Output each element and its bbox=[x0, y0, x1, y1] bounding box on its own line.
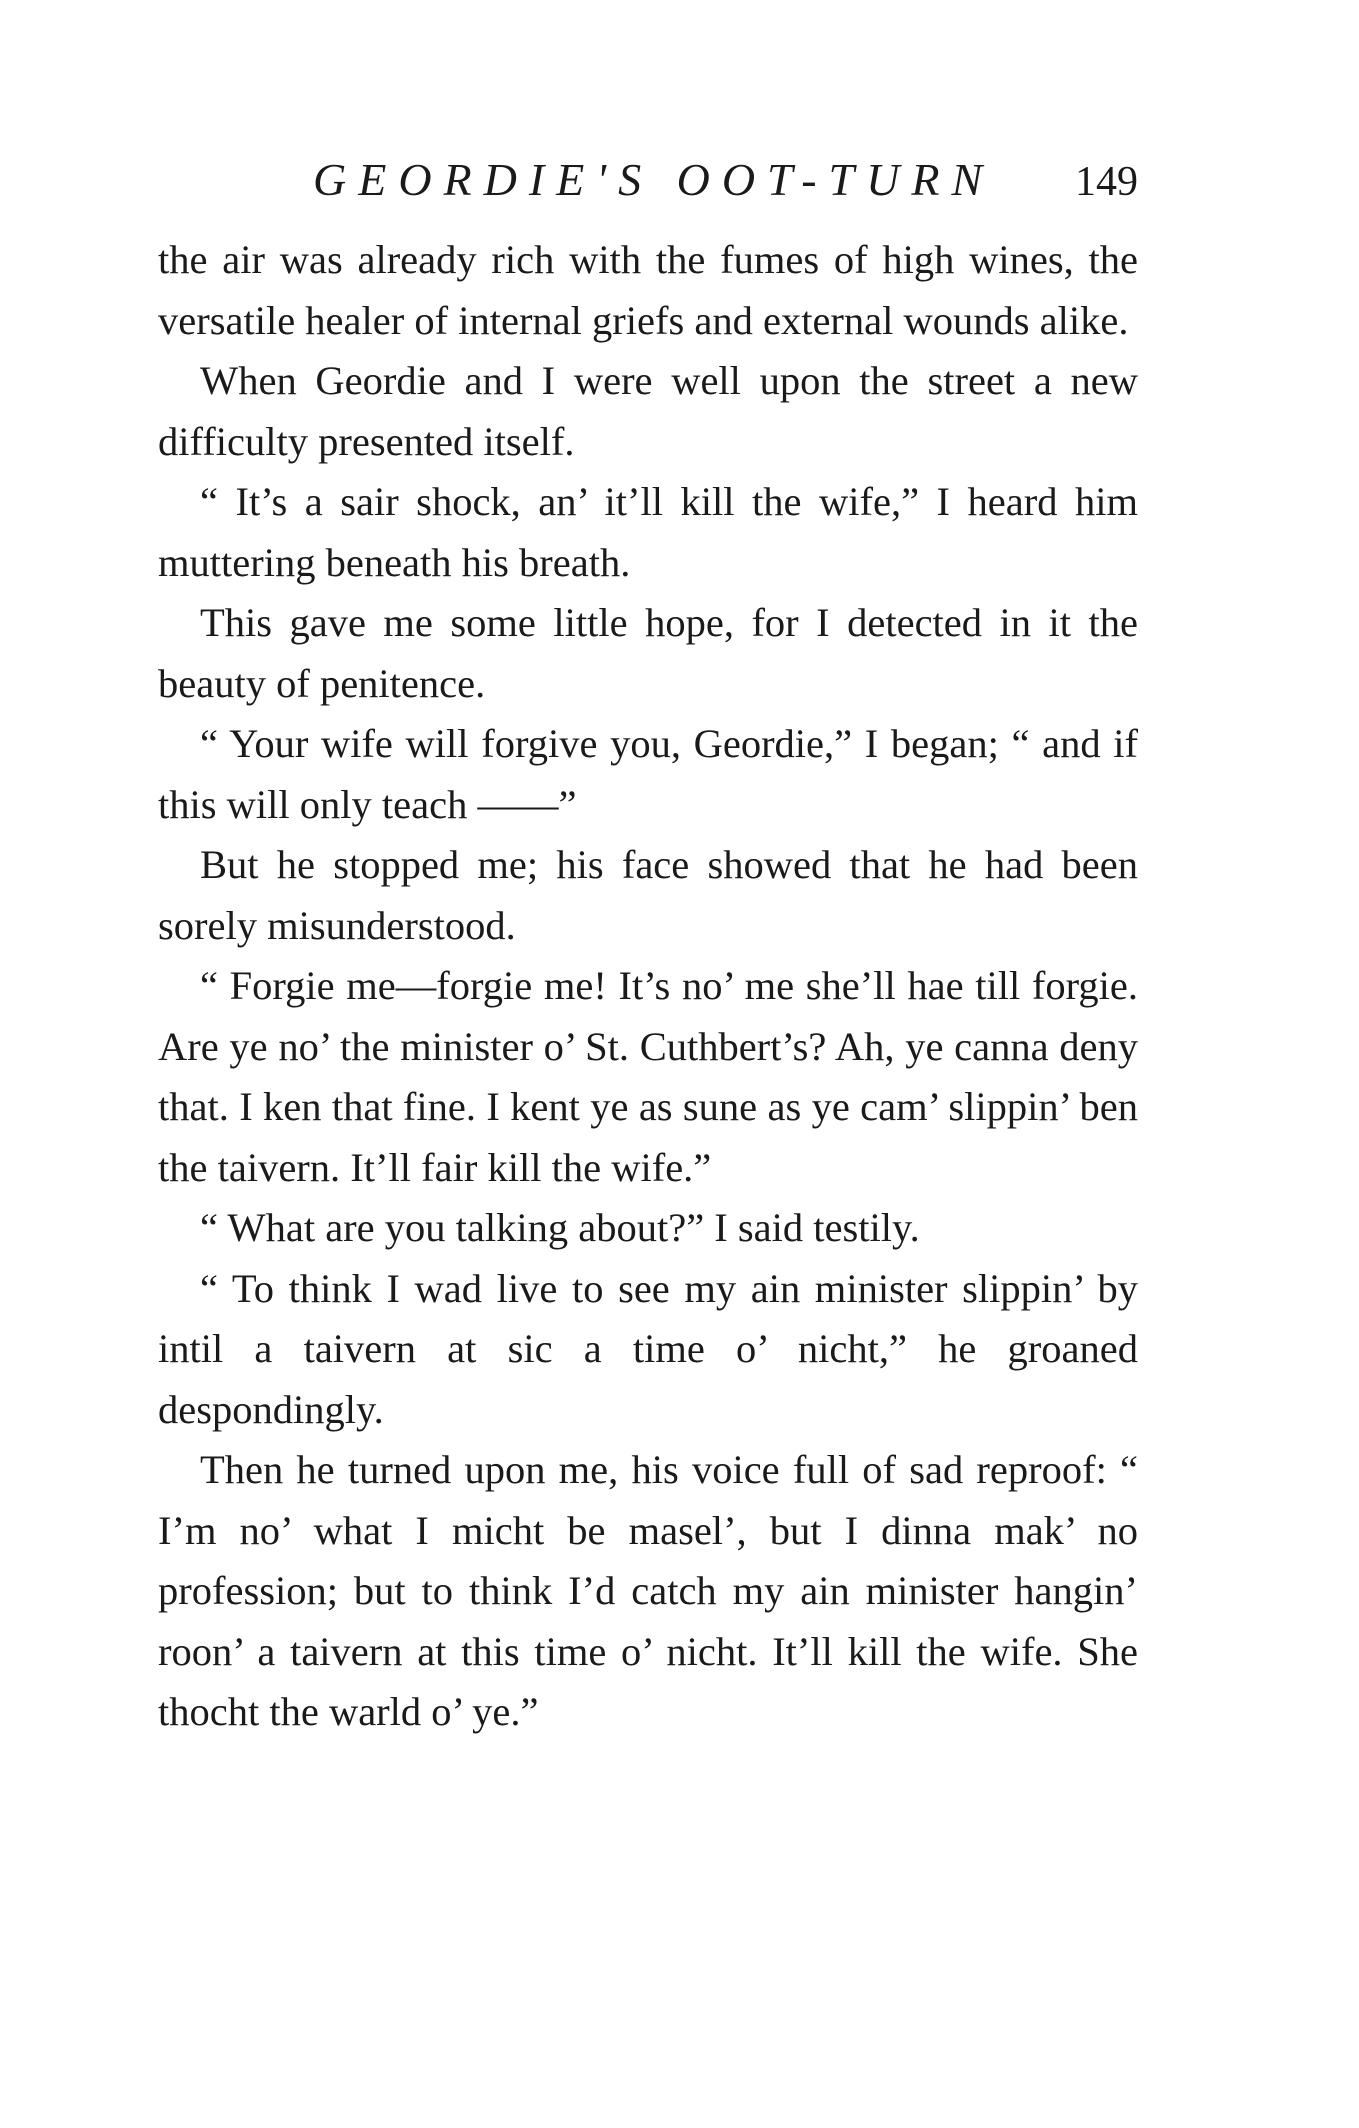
paragraph: the air was already rich with the fumes of high wines, the versatile healer of internal griefs and external wounds alike. bbox=[158, 237, 1138, 343]
page-number: 149 bbox=[1075, 159, 1138, 205]
paragraph: This gave me some little hope, for I detected in it the beauty of penitence. bbox=[158, 600, 1138, 706]
paragraph: But he stopped me; his face showed that he had been sorely misunderstood. bbox=[158, 842, 1138, 948]
paragraph: Then he turned upon me, his voice full of sad reproof: “ I’m no’ what I micht be masel’, but I dinna mak’ no profession; but to think I’d catch my ain minister hangin’ roon’ a taivern at this time o’ nicht. It’ll kill the wife. She thocht the warld o’ ye.” bbox=[158, 1447, 1138, 1734]
paragraph: “ Forgie me—forgie me! It’s no’ me she’ll hae till forgie. Are ye no’ the minister o’ St. Cuthbert’s? Ah, ye canna deny that. I ken that fine. I kent ye as sune as ye cam’ slippin’ ben the taivern. It’ll fair kill the wife.” bbox=[158, 963, 1138, 1190]
paragraph: When Geordie and I were well upon the street a new difficulty presented itself. bbox=[158, 358, 1138, 464]
paragraph: “ Your wife will forgive you, Geordie,” I began; “ and if this will only teach ——” bbox=[158, 721, 1138, 827]
paragraph: “ To think I wad live to see my ain minister slippin’ by intil a taivern at sic a time o’ nicht,” he groaned despondingly. bbox=[158, 1265, 1138, 1432]
paragraph: “ What are you talking about?” I said testily. bbox=[200, 1205, 920, 1250]
running-title: GEORDIE'S OOT-TURN bbox=[313, 154, 995, 205]
running-head bbox=[158, 150, 1138, 210]
paragraph: “ It’s a sair shock, an’ it’ll kill the wife,” I heard him muttering beneath his breath. bbox=[158, 479, 1138, 585]
page-content bbox=[158, 150, 1138, 1743]
body-text bbox=[158, 230, 1138, 1743]
